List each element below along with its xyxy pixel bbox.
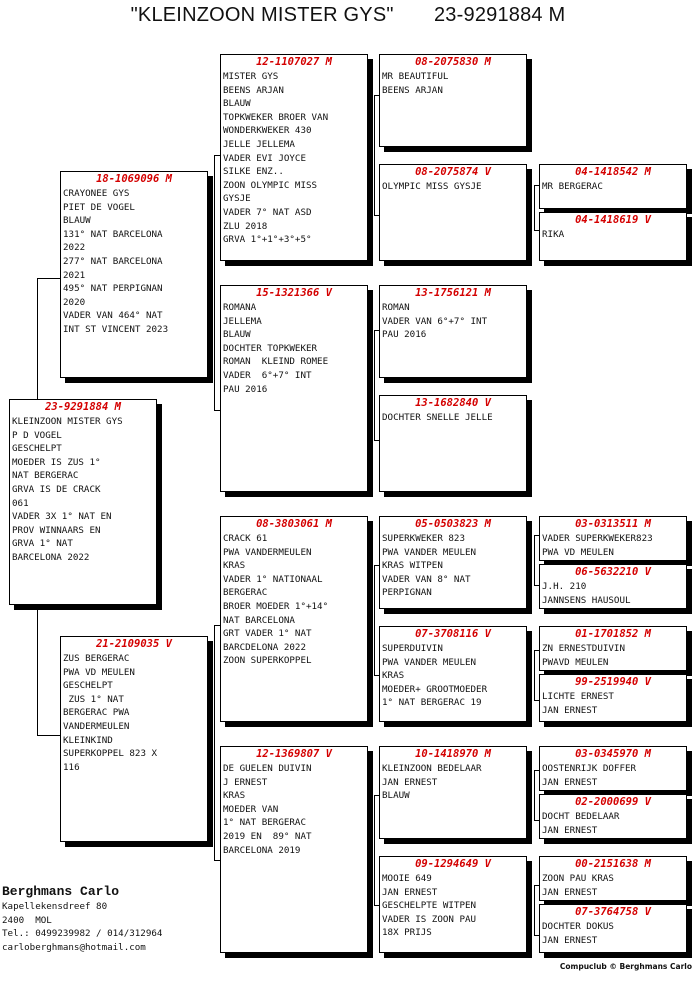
info-line: PWA VANDER MEULEN: [382, 656, 477, 668]
pigeon-info: [540, 579, 686, 607]
info-line: MISTER GYS: [223, 71, 279, 82]
info-line: JELLEMA: [223, 315, 262, 327]
pigeon-info: [540, 871, 686, 899]
info-line: BARCDELONA 2022: [223, 641, 306, 653]
info-line: GESCHELPT: [12, 443, 62, 455]
info-line: BEENS ARJAN: [223, 84, 284, 96]
pigeon-info: [380, 531, 526, 600]
info-line: 1° NAT BERGERAC: [223, 817, 306, 829]
info-line: PWA VD MEULEN: [542, 546, 614, 558]
info-line: PWA VANDERMEULEN: [223, 546, 312, 558]
info-line: KLEINZOON BEDELAAR: [382, 763, 482, 774]
ring-number: 08-3803061 M: [256, 518, 332, 530]
ring-number: 03-0345970 M: [575, 748, 651, 760]
info-line: 131° NAT BARCELONA: [63, 228, 163, 240]
pigeon-card-dsdd: [539, 674, 687, 722]
pigeon-info: [221, 69, 367, 247]
info-line: KLEINZOON MISTER GYS: [12, 416, 123, 427]
pigeon-info: [540, 641, 686, 669]
info-line: PIET DE VOGEL: [63, 201, 135, 213]
ring-number: 12-1107027 M: [256, 56, 332, 68]
info-line: JAN ERNEST: [382, 776, 438, 788]
pigeon-card-ddd: [379, 856, 527, 953]
info-line: BLAUW: [223, 329, 251, 341]
info-line: ZUS 1° NAT: [63, 693, 124, 705]
info-line: PAU 2016: [223, 383, 268, 395]
info-line: GRT VADER 1° NAT: [223, 628, 312, 640]
info-line: DE GUELEN DUIVIN: [223, 763, 312, 774]
pigeon-info: [380, 761, 526, 803]
info-line: BLAUW: [223, 98, 251, 110]
pigeon-card-dsd: [379, 626, 527, 722]
pigeon-info: [540, 919, 686, 947]
info-line: JAN ERNEST: [382, 886, 438, 898]
info-line: ZUS BERGERAC: [63, 653, 130, 664]
ring-number: 02-2000699 V: [575, 796, 651, 808]
info-line: 1° NAT BERGERAC 19: [382, 697, 482, 709]
ring-number: 01-1701852 M: [575, 628, 651, 640]
info-line: NAT BERGERAC: [12, 470, 79, 482]
pigeon-card-ddds: [539, 856, 687, 901]
info-line: PERPIGNAN: [382, 587, 432, 599]
info-line: 277° NAT BARCELONA: [63, 255, 163, 267]
info-line: BLAUW: [63, 215, 91, 227]
info-line: GRVA IS DE CRACK: [12, 483, 101, 495]
info-line: GYSJE: [223, 193, 251, 205]
info-line: MR BEAUTIFUL: [382, 71, 449, 82]
pigeon-card-dds: [379, 746, 527, 839]
info-line: VADER VAN 6°+7° INT: [382, 315, 488, 327]
info-line: RIKA: [542, 229, 565, 240]
info-line: VADER 3X 1° NAT EN: [12, 511, 112, 523]
info-line: VANDERMEULEN: [63, 720, 130, 732]
pigeon-info: [540, 531, 686, 559]
info-line: PAU 2016: [382, 329, 427, 341]
pigeon-card-sire: [60, 171, 208, 378]
ring-number: 04-1418542 M: [575, 166, 651, 178]
pigeon-info: [61, 651, 207, 774]
owner-email: carloberghmans@hotmail.com: [2, 941, 146, 953]
ring-number: 18-1069096 M: [96, 173, 172, 185]
info-line: JANNSENS HAUSOUL: [542, 594, 631, 606]
pigeon-card-ssd: [379, 164, 527, 261]
info-line: MOEDER+ GROOTMOEDER: [382, 683, 488, 695]
pigeon-info: [61, 186, 207, 337]
info-line: 2019 EN 89° NAT: [223, 830, 312, 842]
info-line: GESCHELPTE WITPEN: [382, 900, 477, 912]
ring-number: 05-0503823 M: [415, 518, 491, 530]
info-line: VADER SUPERKWEKER823: [542, 533, 653, 544]
info-line: TOPKWEKER BROER VAN: [223, 111, 329, 123]
pigeon-info: [221, 761, 367, 857]
pigeon-card-dss: [379, 516, 527, 609]
info-line: ZOON SUPERKOPPEL: [223, 655, 312, 667]
info-line: VADER 1° NATIONAAL: [223, 573, 323, 585]
ring-number: 15-1321366 V: [256, 287, 332, 299]
pigeon-card-sire-dam: [220, 285, 368, 492]
info-line: DOCHTER TOPKWEKER: [223, 342, 318, 354]
info-line: CRAYONEE GYS: [63, 188, 130, 199]
info-line: P D VOGEL: [12, 429, 62, 441]
info-line: VADER IS ZOON PAU: [382, 913, 477, 925]
info-line: ZN ERNESTDUIVIN: [542, 643, 625, 654]
pigeon-info: [10, 414, 156, 565]
owner-address: Kapellekensdreef 80: [2, 901, 108, 912]
info-line: WONDERKWEKER 430: [223, 125, 312, 137]
info-line: VADER VAN 464° NAT: [63, 310, 163, 322]
info-line: VADER VAN 8° NAT: [382, 573, 471, 585]
info-line: MOEDER VAN: [223, 803, 279, 815]
info-line: VADER 6°+7° INT: [223, 369, 312, 381]
ring-number: 09-1294649 V: [415, 858, 491, 870]
info-line: PROV WINNAARS EN: [12, 524, 101, 536]
pigeon-card-dddd: [539, 904, 687, 953]
pigeon-card-ssds: [539, 164, 687, 209]
info-line: 2020: [63, 296, 86, 308]
ring-number: 99-2519940 V: [575, 676, 651, 688]
pigeon-info: [221, 300, 367, 396]
pigeon-info: [380, 641, 526, 710]
info-line: JAN ERNEST: [542, 886, 598, 898]
info-line: BLAUW: [382, 790, 410, 802]
info-line: ZOON PAU KRAS: [542, 873, 614, 884]
ring-number: 10-1418970 M: [415, 748, 491, 760]
info-line: INT ST VINCENT 2023: [63, 323, 169, 335]
pigeon-card-dsds: [539, 626, 687, 671]
pigeon-card-ssdd: [539, 212, 687, 261]
ring-number: 03-0313511 M: [575, 518, 651, 530]
info-line: MR BERGERAC: [542, 181, 603, 192]
info-line: KRAS: [223, 790, 246, 802]
pigeon-info: [380, 69, 526, 97]
info-line: BARCELONA 2019: [223, 844, 301, 856]
pigeon-card-dam-sire: [220, 516, 368, 722]
info-line: 2021: [63, 269, 86, 281]
pigeon-info: [540, 809, 686, 837]
ring-number: 13-1756121 M: [415, 287, 491, 299]
info-line: DOCHT BEDELAAR: [542, 811, 620, 822]
pigeon-card-ddsd: [539, 794, 687, 839]
info-line: 2022: [63, 242, 86, 254]
footer-credit: Compuclub © Berghmans Carlo: [559, 962, 692, 971]
info-line: J ERNEST: [223, 776, 268, 788]
pigeon-info: [540, 689, 686, 717]
info-line: BARCELONA 2022: [12, 551, 90, 563]
info-line: JAN ERNEST: [542, 704, 598, 716]
pigeon-card-dssd: [539, 564, 687, 609]
pigeon-info: [540, 761, 686, 789]
pigeon-card-sire-sire: [220, 54, 368, 261]
pigeon-info: [380, 410, 526, 425]
info-line: ZOON OLYMPIC MISS: [223, 179, 318, 191]
pigeon-info: [540, 179, 686, 194]
pedigree-title: "KLEINZOON MISTER GYS" 23-9291884 M: [130, 4, 566, 26]
info-line: KRAS WITPEN: [382, 560, 443, 572]
info-line: ROMANA: [223, 302, 257, 313]
info-line: BERGERAC: [223, 587, 268, 599]
ring-number: 07-3764758 V: [575, 906, 651, 918]
info-line: JAN ERNEST: [542, 776, 598, 788]
info-line: ROMAN KLEIND ROMEE: [223, 356, 329, 368]
pigeon-card-sss: [379, 54, 527, 147]
info-line: OOSTENRIJK DOFFER: [542, 763, 637, 774]
pigeon-info: [221, 531, 367, 668]
ring-number: 13-1682840 V: [415, 397, 491, 409]
info-line: ZLU 2018: [223, 220, 268, 232]
info-line: BROER MOEDER 1°+14°: [223, 600, 329, 612]
info-line: DOCHTER SNELLE JELLE: [382, 412, 493, 423]
info-line: LICHTE ERNEST: [542, 691, 614, 702]
info-line: KLEINKIND: [63, 734, 113, 746]
pigeon-card-sds: [379, 285, 527, 378]
info-line: PWA VANDER MEULEN: [382, 546, 477, 558]
info-line: KRAS: [382, 670, 405, 682]
ring-number: 21-2109035 V: [96, 638, 172, 650]
info-line: BEENS ARJAN: [382, 84, 443, 96]
ring-number: 04-1418619 V: [575, 214, 651, 226]
info-line: SUPERDUIVIN: [382, 643, 443, 654]
info-line: 495° NAT PERPIGNAN: [63, 283, 163, 295]
pigeon-card-dam-dam: [220, 746, 368, 953]
info-line: VADER EVI JOYCE: [223, 152, 306, 164]
info-line: MOEDER IS ZUS 1°: [12, 456, 101, 468]
info-line: SILKE ENZ..: [223, 166, 284, 178]
ring-number: 08-2075830 M: [415, 56, 491, 68]
info-line: GRVA 1°+1°+3°+5°: [223, 234, 312, 246]
info-line: SUPERKWEKER 823: [382, 533, 465, 544]
info-line: ROMAN: [382, 302, 410, 313]
pigeon-info: [380, 300, 526, 342]
pigeon-card-subject: [9, 399, 157, 605]
info-line: SUPERKOPPEL 823 X: [63, 748, 158, 760]
ring-number: 12-1369807 V: [256, 748, 332, 760]
owner-name: Berghmans Carlo: [2, 884, 120, 899]
info-line: 116: [63, 761, 80, 773]
info-line: OLYMPIC MISS GYSJE: [382, 181, 482, 192]
pigeon-info: [380, 871, 526, 940]
owner-phone: Tel.: 0499239982 / 014/312964: [2, 928, 163, 939]
info-line: KRAS: [223, 560, 246, 572]
info-line: MOOIE 649: [382, 873, 432, 884]
info-line: J.H. 210: [542, 581, 587, 592]
info-line: PWAVD MEULEN: [542, 656, 609, 668]
info-line: GRVA 1° NAT: [12, 538, 73, 550]
pigeon-card-sdd: [379, 395, 527, 492]
info-line: JAN ERNEST: [542, 934, 598, 946]
info-line: 061: [12, 497, 29, 509]
info-line: BERGERAC PWA: [63, 707, 130, 719]
pigeon-card-dsss: [539, 516, 687, 561]
ring-number: 08-2075874 V: [415, 166, 491, 178]
info-line: CRACK 61: [223, 533, 268, 544]
ring-number: 23-9291884 M: [45, 401, 121, 413]
pigeon-card-ddss: [539, 746, 687, 791]
owner-block: [2, 884, 162, 954]
pigeon-info: [540, 227, 686, 242]
pigeon-info: [380, 179, 526, 194]
pigeon-card-dam: [60, 636, 208, 842]
info-line: JELLE JELLEMA: [223, 138, 295, 150]
ring-number: 07-3708116 V: [415, 628, 491, 640]
info-line: PWA VD MEULEN: [63, 666, 135, 678]
info-line: 18X PRIJS: [382, 927, 432, 939]
ring-number: 00-2151638 M: [575, 858, 651, 870]
info-line: DOCHTER DOKUS: [542, 921, 614, 932]
info-line: JAN ERNEST: [542, 824, 598, 836]
info-line: NAT BARCELONA: [223, 614, 295, 626]
ring-number: 06-5632210 V: [575, 566, 651, 578]
info-line: VADER 7° NAT ASD: [223, 206, 312, 218]
owner-city: 2400 MOL: [2, 914, 52, 926]
info-line: GESCHELPT: [63, 680, 113, 692]
